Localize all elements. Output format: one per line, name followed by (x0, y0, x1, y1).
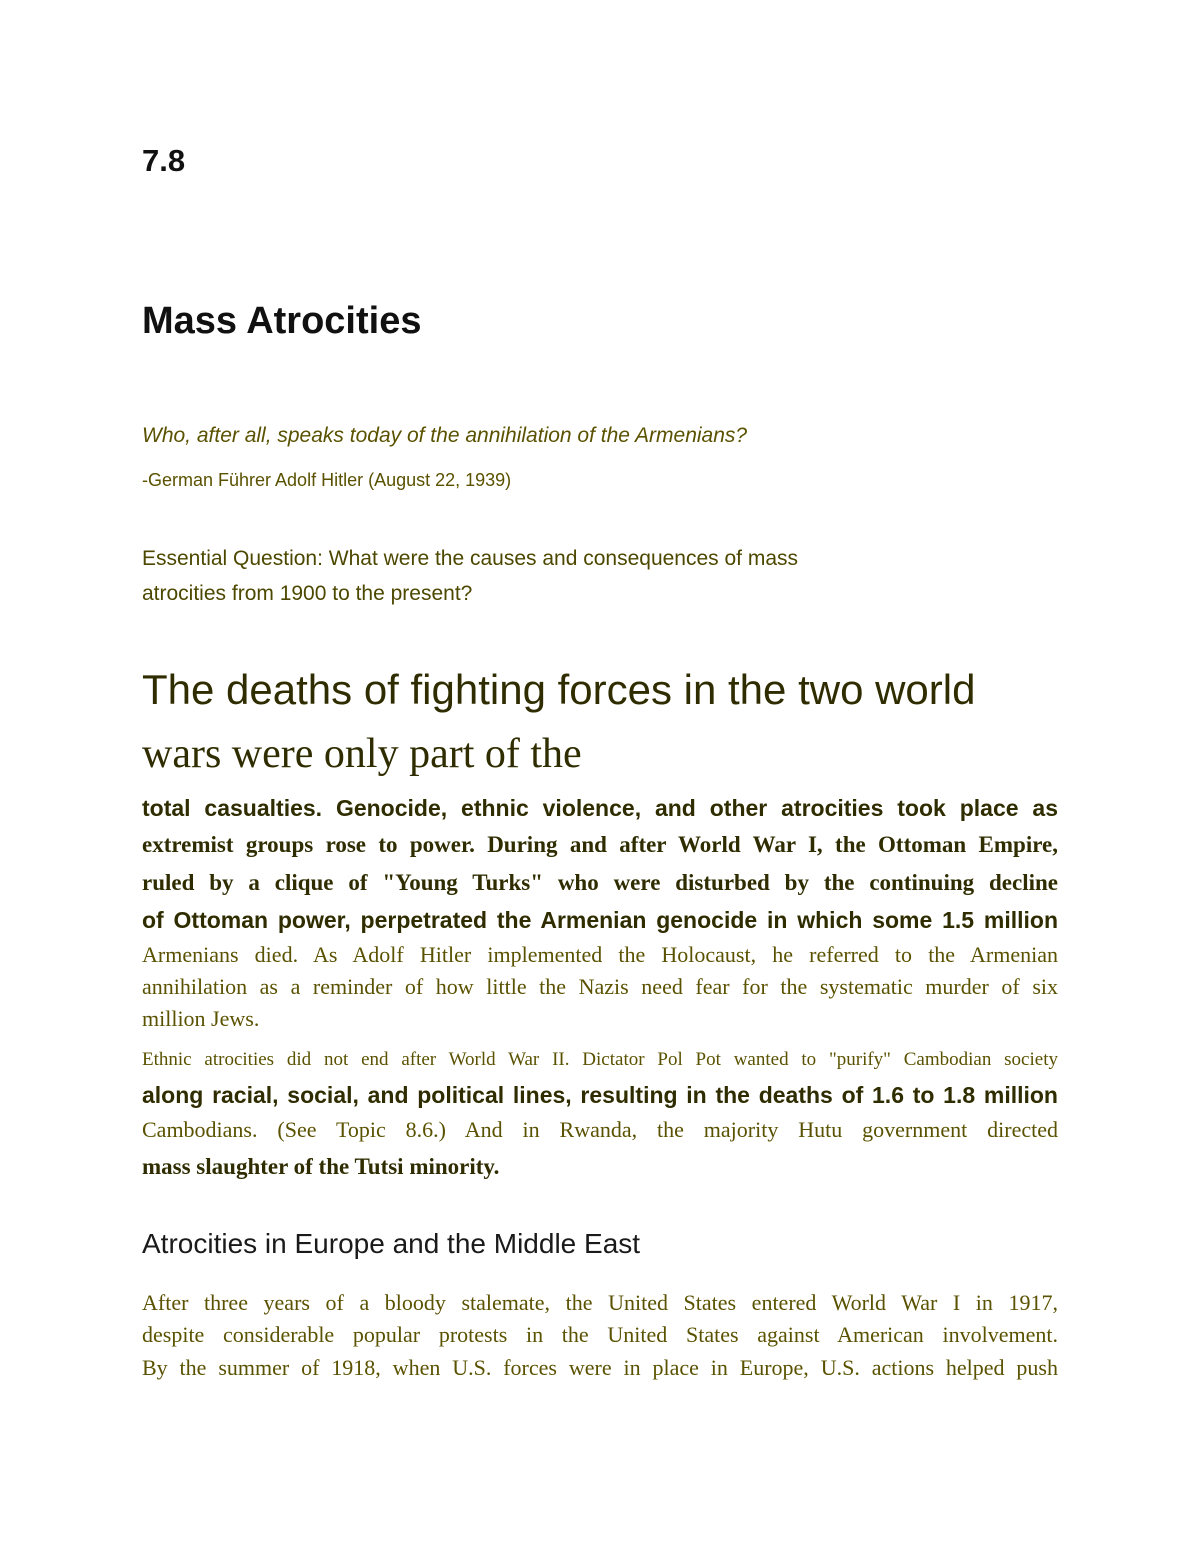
paragraph-line: extremist groups rose to power. During and after World War I, the Ottoman Empire, (142, 832, 1058, 857)
paragraph-line: After three years of a bloody stalemate, the United States entered World War I in 1917, (142, 1290, 1058, 1315)
paragraph-line: Armenians died. As Adolf Hitler implemented the Holocaust, he referred to the Armenian (142, 942, 1058, 967)
paragraph-line: Cambodians. (See Topic 8.6.) And in Rwanda, the majority Hutu government directed (142, 1117, 1058, 1142)
paragraph-line: annihilation as a reminder of how little the Nazis need fear for the systematic murder of six (142, 974, 1058, 999)
page-title: Mass Atrocities (142, 300, 422, 342)
section-number: 7.8 (142, 143, 186, 178)
paragraph-line: of Ottoman power, perpetrated the Armenian genocide in which some 1.5 million (142, 907, 1058, 933)
intro-lead-line: The deaths of fighting forces in the two world (142, 666, 976, 713)
paragraph-line: mass slaughter of the Tutsi minority. (142, 1154, 500, 1179)
paragraph-line: despite considerable popular protests in the United States against American involvement. (142, 1322, 1058, 1347)
intro-lead-line: wars were only part of the (142, 731, 582, 777)
paragraph-line: along racial, social, and political lines, resulting in the deaths of 1.6 to 1.8 million (142, 1082, 1058, 1108)
paragraph-line: million Jews. (142, 1006, 260, 1031)
paragraph-line: ruled by a clique of "Young Turks" who were disturbed by the continuing decline (142, 870, 1058, 895)
epigraph-quote: Who, after all, speaks today of the annihilation of the Armenians? (142, 424, 748, 447)
paragraph-line: Ethnic atrocities did not end after World War II. Dictator Pol Pot wanted to "purify" Cambodian society (142, 1049, 1058, 1070)
paragraph-line: total casualties. Genocide, ethnic violence, and other atrocities took place as (142, 795, 1058, 821)
essential-question-line: Essential Question: What were the causes and consequences of mass (142, 547, 799, 570)
epigraph-attribution: -German Führer Adolf Hitler (August 22, 1939) (142, 470, 512, 490)
essential-question-line: atrocities from 1900 to the present? (142, 582, 473, 605)
paragraph-line: By the summer of 1918, when U.S. forces were in place in Europe, U.S. actions helped push (142, 1355, 1058, 1380)
section-heading: Atrocities in Europe and the Middle East (142, 1228, 641, 1259)
